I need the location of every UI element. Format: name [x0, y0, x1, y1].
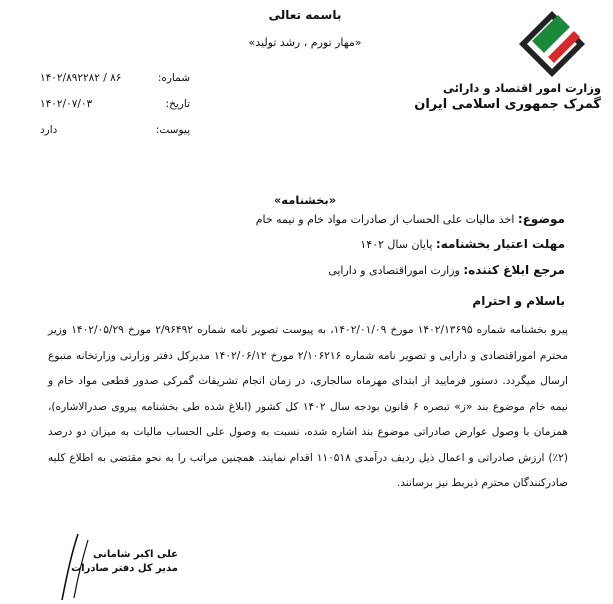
- date-label: تاریخ:: [165, 98, 190, 110]
- attachment-value: دارد: [40, 124, 58, 136]
- authority-value: وزارت اموراقتصادی و دارایی: [328, 264, 460, 277]
- validity-line: [45, 236, 565, 253]
- meta-attachment-row: [40, 124, 190, 150]
- letter-meta: [40, 72, 190, 150]
- ministry-name: وزارت امور اقتصاد و دارائی: [442, 81, 601, 95]
- circular-title: «بخشنامه»: [273, 193, 337, 207]
- customs-name: گمرک جمهوری اسلامی ایران: [414, 97, 601, 112]
- authority-line: [45, 262, 565, 279]
- subject-line: [45, 211, 565, 228]
- validity-label: مهلت اعتبار بخشنامه:: [435, 237, 565, 251]
- number-value: ۱۴۰۲/۸۹۲۲۸۲ / ۸۶: [40, 72, 122, 84]
- validity-value: پایان سال ۱۴۰۲: [360, 238, 433, 251]
- meta-date-row: [40, 98, 190, 124]
- greeting: باسلام و احترام: [472, 294, 565, 308]
- date-value: ۱۴۰۲/۰۷/۰۳: [40, 98, 93, 110]
- authority-label: مرجع ابلاغ کننده:: [463, 263, 565, 277]
- signer-name: علی اکبر شامانی: [93, 549, 178, 560]
- customs-logo-icon: [518, 10, 586, 78]
- organization-block: [401, 80, 601, 114]
- signature-block: [58, 548, 178, 576]
- signer-title: مدیر کل دفتر صادرات: [71, 563, 178, 574]
- year-slogan: «مهار تورم ، رشد تولید»: [248, 36, 362, 49]
- letter-body: پیرو بخشنامه شماره ۱۴۰۲/۱۳۶۹۵ مورخ ۱۴۰۲/۰۱/۰۹، به پیوست تصویر نامه شماره ۲/۹۶۴۹۲ مورخ ۱۴۰۲/۰۵/۲۹ وزیر محترم اموراقتصادی و دارایی و تصویر نامه شماره ۲/۱۰۶۲۱۶ مورخ ۱۴۰۲/۰۶/۱۲ مدیرکل دفتر وزارتی وزارتخانه متبوع ارسال میگردد. دستور فرمایید از ابتدای مهرماه سالجاری، در زمان انجام تشریفات گمرکی صدور قطعی مواد خام و نیمه خام موضوع بند «ز» تبصره ۶ قانون بودجه سال ۱۴۰۲ کل کشور (ابلاغ شده طی بخشنامه پیروی صدرالاشاره)، همزمان با وصول عوارض صادراتی موضوع بند اشاره شده، نسبت به وصول علی الحساب مالیات به میزان دو درصد (۲٪) ارزش صادراتی و اعمال ذیل ردیف درآمدی ۱۱۰۵۱۸ اقدام نمایند. همچنین مراتب را به نحو مقتضی به اطلاع کلیه صادرکنندگان محترم ذیربط نیز برسانند.: [48, 324, 568, 489]
- number-label: شماره:: [157, 72, 190, 84]
- subject-value: اخذ مالیات علی الحساب از صادرات مواد خام و نیمه خام: [255, 213, 515, 226]
- meta-number-row: [40, 72, 190, 98]
- subject-label: موضوع:: [517, 212, 565, 226]
- bismillah: باسمه تعالی: [268, 8, 342, 22]
- attachment-label: پیوست:: [155, 124, 190, 136]
